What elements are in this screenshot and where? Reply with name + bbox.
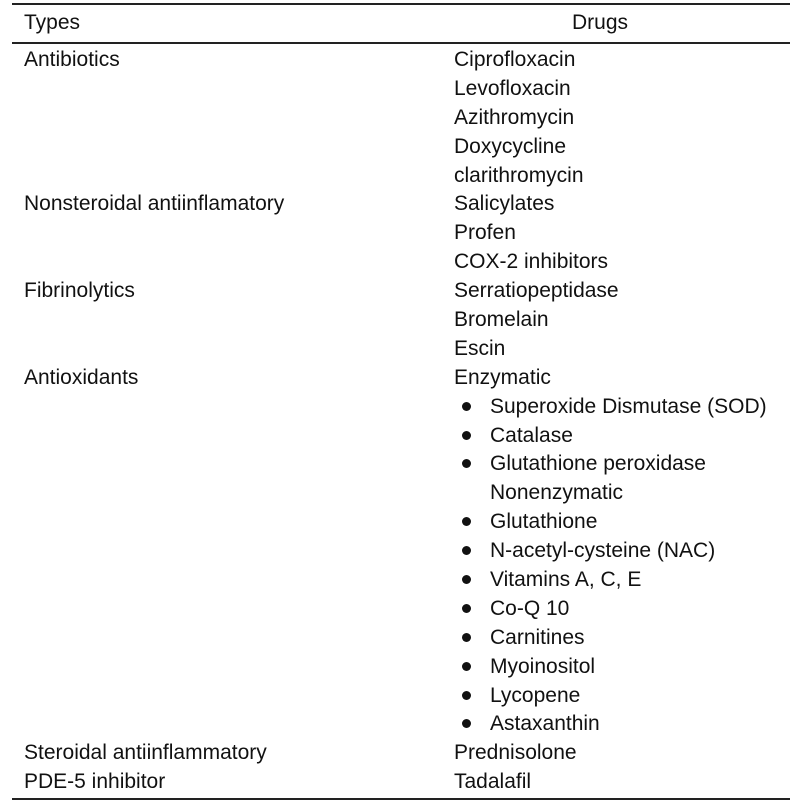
drug-name: Superoxide Dismutase (SOD): [490, 394, 767, 418]
drug-item: [454, 364, 767, 393]
drug-type-cell: Steroidal antiinflammatory: [24, 741, 267, 765]
bullet-icon: [462, 662, 471, 671]
drug-list: [454, 277, 619, 364]
drug-list: [454, 364, 767, 740]
header-rule: [12, 42, 790, 44]
bullet-icon: [462, 459, 471, 468]
drug-item: [454, 739, 577, 768]
table-row: [0, 739, 800, 768]
drug-name: Vitamins A, C, E: [490, 568, 642, 592]
bullet-icon: [462, 719, 471, 728]
bullet-icon: [462, 402, 471, 411]
bullet-icon: [462, 691, 471, 700]
drug-item: [454, 653, 767, 682]
drug-item: [454, 46, 584, 75]
drug-item: [454, 75, 584, 104]
bullet-icon: [462, 633, 471, 642]
drug-name: Astaxanthin: [490, 712, 600, 736]
drug-item: [454, 162, 584, 191]
drug-type-cell: Antibiotics: [24, 48, 120, 71]
drug-item: [454, 508, 767, 537]
drug-item: [454, 393, 767, 422]
bullet-icon: [462, 546, 471, 555]
drug-list: [454, 190, 608, 277]
drug-name: Catalase: [490, 423, 573, 447]
drug-item: [454, 710, 767, 739]
drug-name: Tadalafil: [454, 770, 532, 794]
table-top-rule: [12, 3, 790, 5]
drug-name: Glutathione: [490, 510, 598, 534]
bullet-icon: [462, 517, 471, 526]
drug-name: Azithromycin: [454, 105, 575, 129]
drug-name: Serratiopeptidase: [454, 279, 619, 303]
drug-name: Co-Q 10: [490, 596, 570, 620]
drug-name: Doxycycline: [454, 134, 567, 158]
drug-list: [454, 46, 584, 190]
drug-list: [454, 768, 531, 797]
table-row: [0, 190, 800, 277]
drug-item: [454, 104, 584, 133]
drug-item: [454, 422, 767, 451]
drug-name: Lycopene: [490, 683, 581, 707]
drug-name: Bromelain: [454, 308, 549, 332]
drug-item: [454, 595, 767, 624]
drug-name: Salicylates: [454, 192, 555, 216]
drug-type-cell: Fibrinolytics: [24, 279, 135, 303]
drug-name: Prednisolone: [454, 741, 577, 765]
drug-name: Myoinositol: [490, 654, 596, 678]
drug-item: [454, 450, 767, 479]
table-row: [0, 46, 800, 190]
drug-type-cell: Antioxidants: [24, 365, 139, 389]
drug-item: [454, 133, 584, 162]
column-header-drugs: Drugs: [572, 11, 629, 34]
drug-name: COX-2 inhibitors: [454, 250, 609, 274]
column-header-types: Types: [24, 11, 81, 34]
drug-item: [454, 537, 767, 566]
drug-type-cell: Nonsteroidal antiinflamatory: [24, 192, 285, 216]
drug-item: [454, 190, 608, 219]
bullet-icon: [462, 431, 471, 440]
table-row: [0, 768, 800, 797]
bullet-icon: [462, 575, 471, 584]
table-bottom-rule: [12, 798, 790, 800]
drug-type-cell: PDE-5 inhibitor: [24, 770, 166, 794]
drug-item: [454, 566, 767, 595]
drug-name: Levofloxacin: [454, 76, 571, 100]
drug-name: Profen: [454, 221, 516, 245]
drug-name: Glutathione peroxidase: [490, 452, 706, 476]
drug-item: [454, 248, 608, 277]
drug-name: clarithromycin: [454, 163, 584, 187]
drug-item: [454, 219, 608, 248]
drug-item: [454, 277, 619, 306]
drug-item: [454, 768, 531, 797]
table-row: [0, 364, 800, 740]
drug-name: Enzymatic: [454, 365, 551, 389]
drug-name: Carnitines: [490, 625, 585, 649]
table-row: [0, 277, 800, 364]
drug-item: [454, 306, 619, 335]
drug-item: [454, 682, 767, 711]
drug-name: Escin: [454, 336, 506, 360]
drug-item: [454, 335, 619, 364]
drug-name: Nonenzymatic: [490, 481, 624, 505]
drug-subheading: [454, 479, 767, 508]
drug-item: [454, 624, 767, 653]
drug-name: Ciprofloxacin: [454, 48, 576, 71]
drug-name: N-acetyl-cysteine (NAC): [490, 539, 716, 563]
bullet-icon: [462, 604, 471, 613]
table-body: [0, 46, 800, 797]
drug-list: [454, 739, 577, 768]
